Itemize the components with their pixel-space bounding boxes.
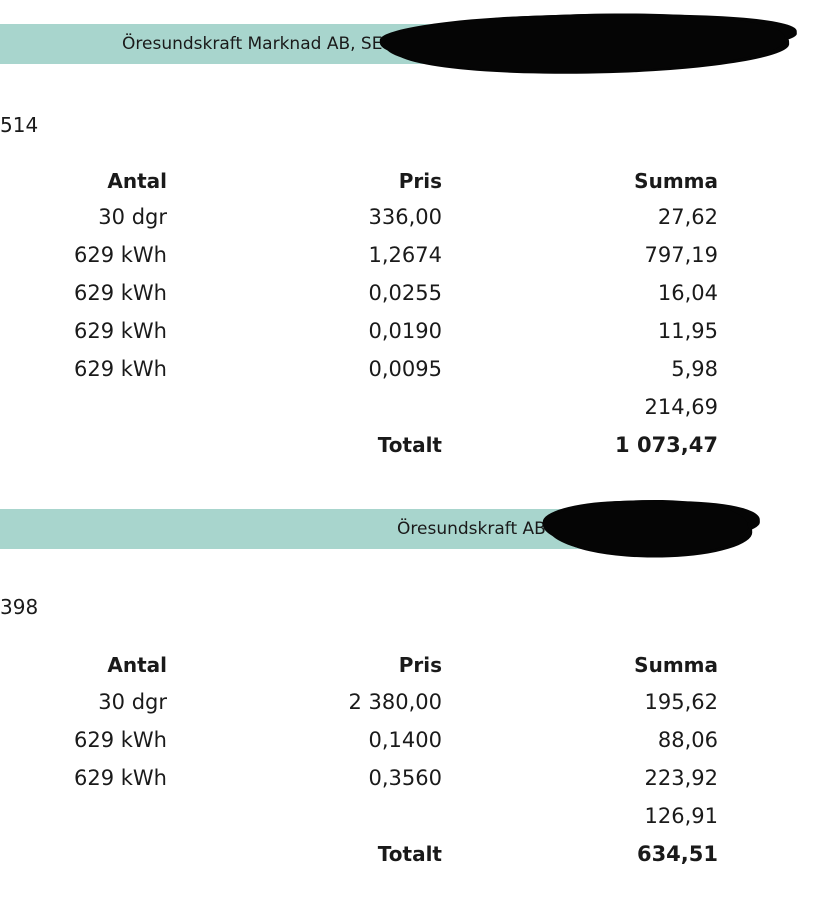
total-value: 1 073,47: [615, 433, 718, 457]
table-row-summa: 214,69: [644, 395, 718, 419]
table-row-summa: 223,92: [644, 766, 718, 790]
summa-header: Summa: [634, 169, 718, 193]
table-row-antal: 629 kWh: [74, 766, 167, 790]
table-row-antal: 629 kWh: [74, 319, 167, 343]
table-row-pris: 2 380,00: [348, 690, 442, 714]
total-value: 634,51: [636, 842, 718, 866]
table-row-summa: 88,06: [657, 728, 718, 752]
table-row-pris: 0,0190: [368, 319, 442, 343]
table-row-pris: 0,0255: [368, 281, 442, 305]
total-label: Totalt: [377, 433, 442, 457]
table-row-pris: 336,00: [368, 205, 442, 229]
table-row-pris: 0,3560: [368, 766, 442, 790]
table-row-pris: 1,2674: [368, 243, 442, 267]
table-row-antal: 629 kWh: [74, 357, 167, 381]
table-row-summa: 126,91: [644, 804, 718, 828]
antal-header: Antal: [107, 653, 167, 677]
section1-reference-number: 514: [0, 113, 39, 137]
summa-header: Summa: [634, 653, 718, 677]
table-row-antal: 30 dgr: [98, 690, 167, 714]
section2-company-name: Öresundskraft AB: [397, 519, 546, 539]
antal-header: Antal: [107, 169, 167, 193]
table-row-antal: 629 kWh: [74, 728, 167, 752]
table-row-antal: 629 kWh: [74, 243, 167, 267]
section2-redaction: [547, 497, 749, 560]
table-row-pris: 0,0095: [368, 357, 442, 381]
table-row-summa: 5,98: [671, 357, 718, 381]
pris-header: Pris: [398, 169, 442, 193]
table-row-summa: 797,19: [644, 243, 718, 267]
table-row-pris: 0,1400: [368, 728, 442, 752]
section1-company-name: Öresundskraft Marknad AB, SE: [122, 34, 383, 54]
section2-reference-number: 398: [0, 595, 39, 619]
table-row-summa: 16,04: [657, 281, 718, 305]
table-row-summa: 195,62: [644, 690, 718, 714]
table-row-summa: 11,95: [657, 319, 718, 343]
table-row-antal: 30 dgr: [98, 205, 167, 229]
table-row-antal: 629 kWh: [74, 281, 167, 305]
table-row-summa: 27,62: [657, 205, 718, 229]
section1-redaction: [384, 7, 786, 79]
pris-header: Pris: [398, 653, 442, 677]
total-label: Totalt: [377, 842, 442, 866]
